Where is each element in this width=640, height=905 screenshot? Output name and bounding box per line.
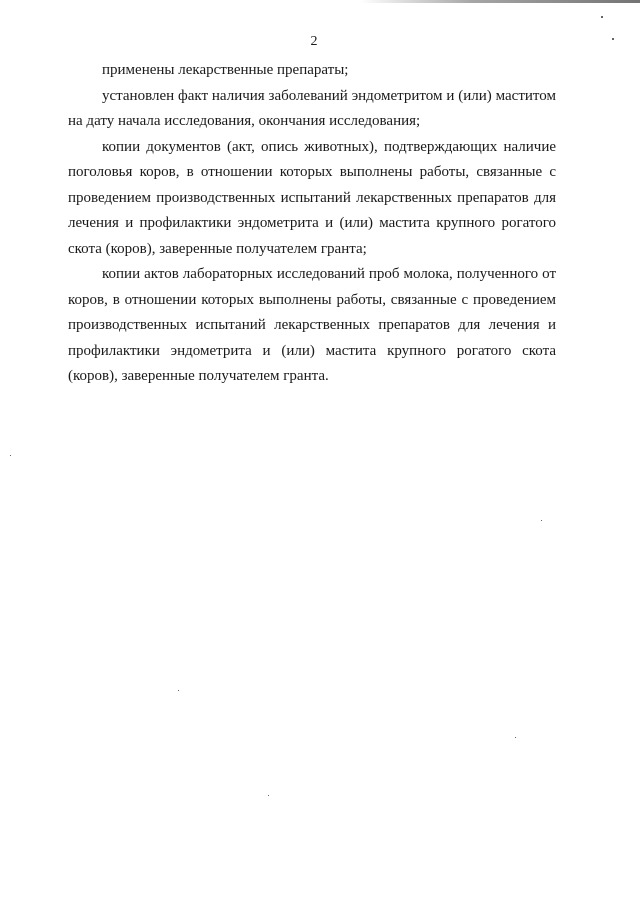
scan-speck <box>612 38 614 40</box>
paragraph-3: копии документов (акт, опись животных), подтверждающих наличие поголовья коров, в отношении которых выполнены работы, связанные с проведением производственных испытаний лекарственных препаратов для лечения и профилактики эндометрита и (или) мастита крупного рогатого скота (коров), заверенные получателем гранта; <box>68 138 556 257</box>
scan-speck <box>178 690 179 691</box>
paragraph-4: копии актов лабораторных исследований проб молока, полученного от коров, в отношении которых выполнены работы, связанные с проведением производственных испытаний лекарственных препаратов для лечения и профилактики эндометрита и (или) мастита крупного рогатого скота (коров), заверенные получателем гранта. <box>68 266 556 384</box>
scan-speck <box>541 520 542 521</box>
scan-speck <box>515 737 516 738</box>
paragraph-1: применены лекарственные препараты; <box>102 62 349 78</box>
scan-speck <box>268 795 269 796</box>
scan-speck <box>601 16 603 18</box>
page-number: 2 <box>310 34 318 49</box>
scan-speck <box>10 455 11 456</box>
document-body <box>68 58 556 390</box>
scan-edge-shadow <box>360 0 640 3</box>
paragraph-2: установлен факт наличия заболеваний эндометритом и (или) маститом на дату начала исследования, окончания исследования; <box>68 87 556 129</box>
